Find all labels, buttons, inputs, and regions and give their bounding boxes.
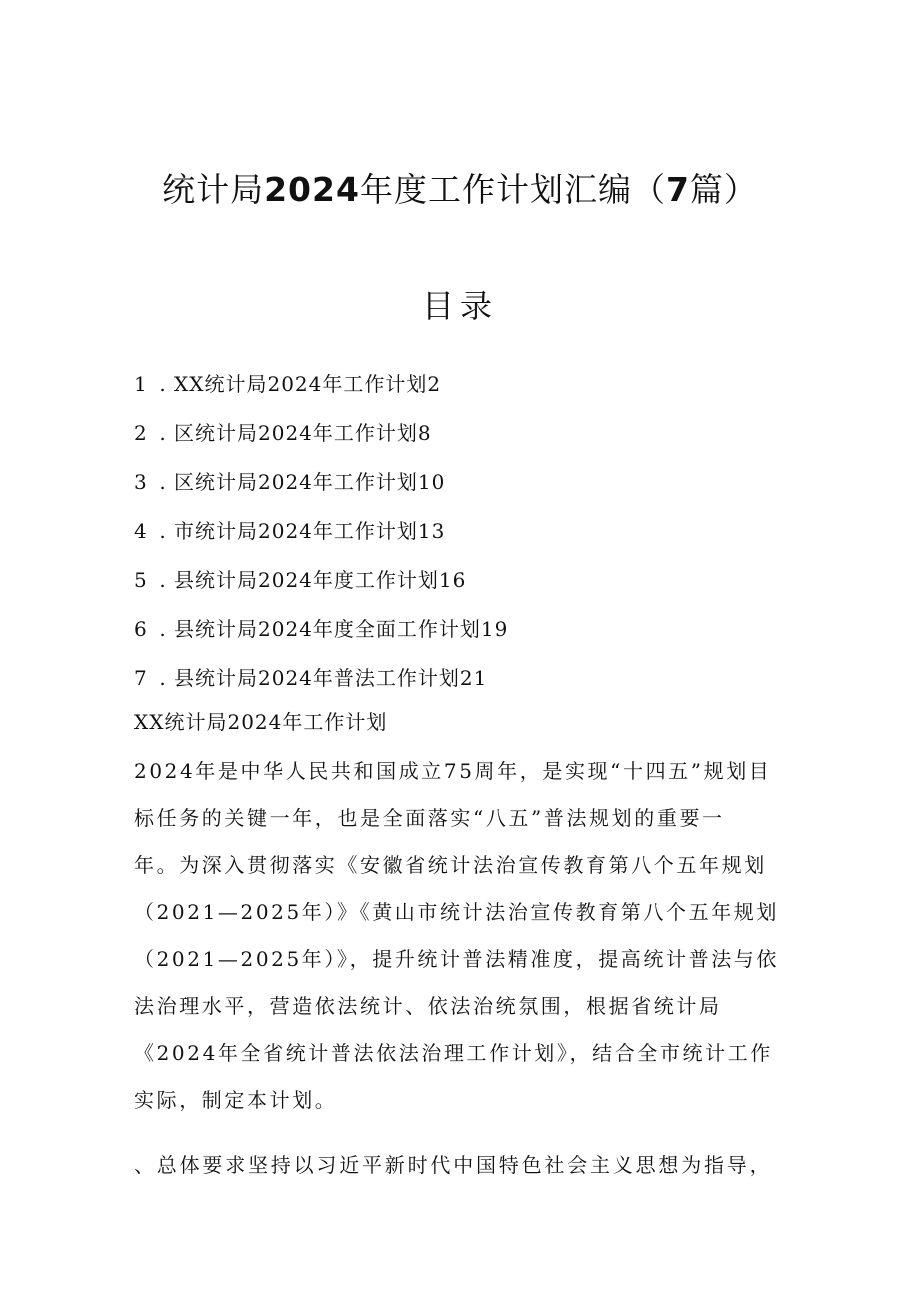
paragraph-line: （2021—2025年）》，提升统计普法精准度，提高统计普法与依	[134, 947, 779, 971]
toc-item-dot: .	[159, 421, 167, 445]
paragraph-line: 法治理水平，营造依法统计、依法治统氛围，根据省统计局	[134, 994, 722, 1018]
document-title	[0, 168, 920, 212]
toc-item-text: 区统计局2024年工作计划10	[174, 470, 446, 494]
toc-item-number: 1	[134, 372, 148, 396]
paragraph-line: 标任务的关键一年，也是全面落实“八五”普法规划的重要一	[134, 806, 725, 830]
toc-item-text: 县统计局2024年度工作计划16	[174, 568, 467, 592]
toc-item[interactable]	[134, 366, 508, 415]
table-of-contents	[134, 366, 508, 709]
toc-item-number: 3	[134, 470, 148, 494]
title-year: 2024	[264, 170, 360, 209]
toc-item-number: 5	[134, 568, 148, 592]
title-suffix: 篇）	[689, 170, 758, 209]
toc-item-text: 市统计局2024年工作计划13	[174, 519, 446, 543]
toc-item[interactable]	[134, 562, 508, 611]
toc-item[interactable]	[134, 464, 508, 513]
toc-item[interactable]	[134, 513, 508, 562]
toc-item-dot: .	[159, 617, 167, 641]
title-count: 7	[665, 170, 690, 209]
toc-item-text: 区统计局2024年工作计划8	[174, 421, 432, 445]
toc-item-number: 2	[134, 421, 148, 445]
title-mid: 年度工作计划汇编（	[359, 170, 666, 209]
next-paragraph: 、总体要求坚持以习近平新时代中国特色社会主义思想为指导，	[134, 1153, 773, 1177]
paragraph-line: 2024年是中华人民共和国成立75周年，是实现“十四五”规划目	[134, 759, 772, 783]
toc-item[interactable]	[134, 415, 508, 464]
title-prefix: 统计局	[162, 170, 265, 209]
paragraph-line: （2021—2025年）》《黄山市统计法治宣传教育第八个五年规划	[134, 900, 779, 924]
toc-item[interactable]	[134, 660, 508, 709]
toc-item[interactable]	[134, 611, 508, 660]
toc-item-text: 县统计局2024年普法工作计划21	[174, 666, 488, 690]
toc-item-dot: .	[159, 470, 167, 494]
toc-item-dot: .	[159, 666, 167, 690]
paragraph-line: 《2024年全省统计普法依法治理工作计划》，结合全市统计工作	[134, 1041, 773, 1065]
toc-item-text: XX统计局2024年工作计划2	[174, 372, 442, 396]
toc-item-number: 6	[134, 617, 148, 641]
toc-item-dot: .	[159, 519, 167, 543]
paragraph-line: 年。为深入贯彻落实《安徽省统计法治宣传教育第八个五年规划	[134, 853, 767, 877]
toc-heading: 目录	[421, 287, 498, 325]
toc-item-dot: .	[159, 372, 167, 396]
toc-item-dot: .	[159, 568, 167, 592]
toc-item-number: 7	[134, 666, 148, 690]
paragraph-line: 实际，制定本计划。	[134, 1088, 338, 1112]
section-title: XX统计局2024年工作计划	[134, 710, 388, 734]
toc-item-text: 县统计局2024年度全面工作计划19	[174, 617, 509, 641]
body-paragraph	[134, 748, 794, 1124]
toc-item-number: 4	[134, 519, 148, 543]
